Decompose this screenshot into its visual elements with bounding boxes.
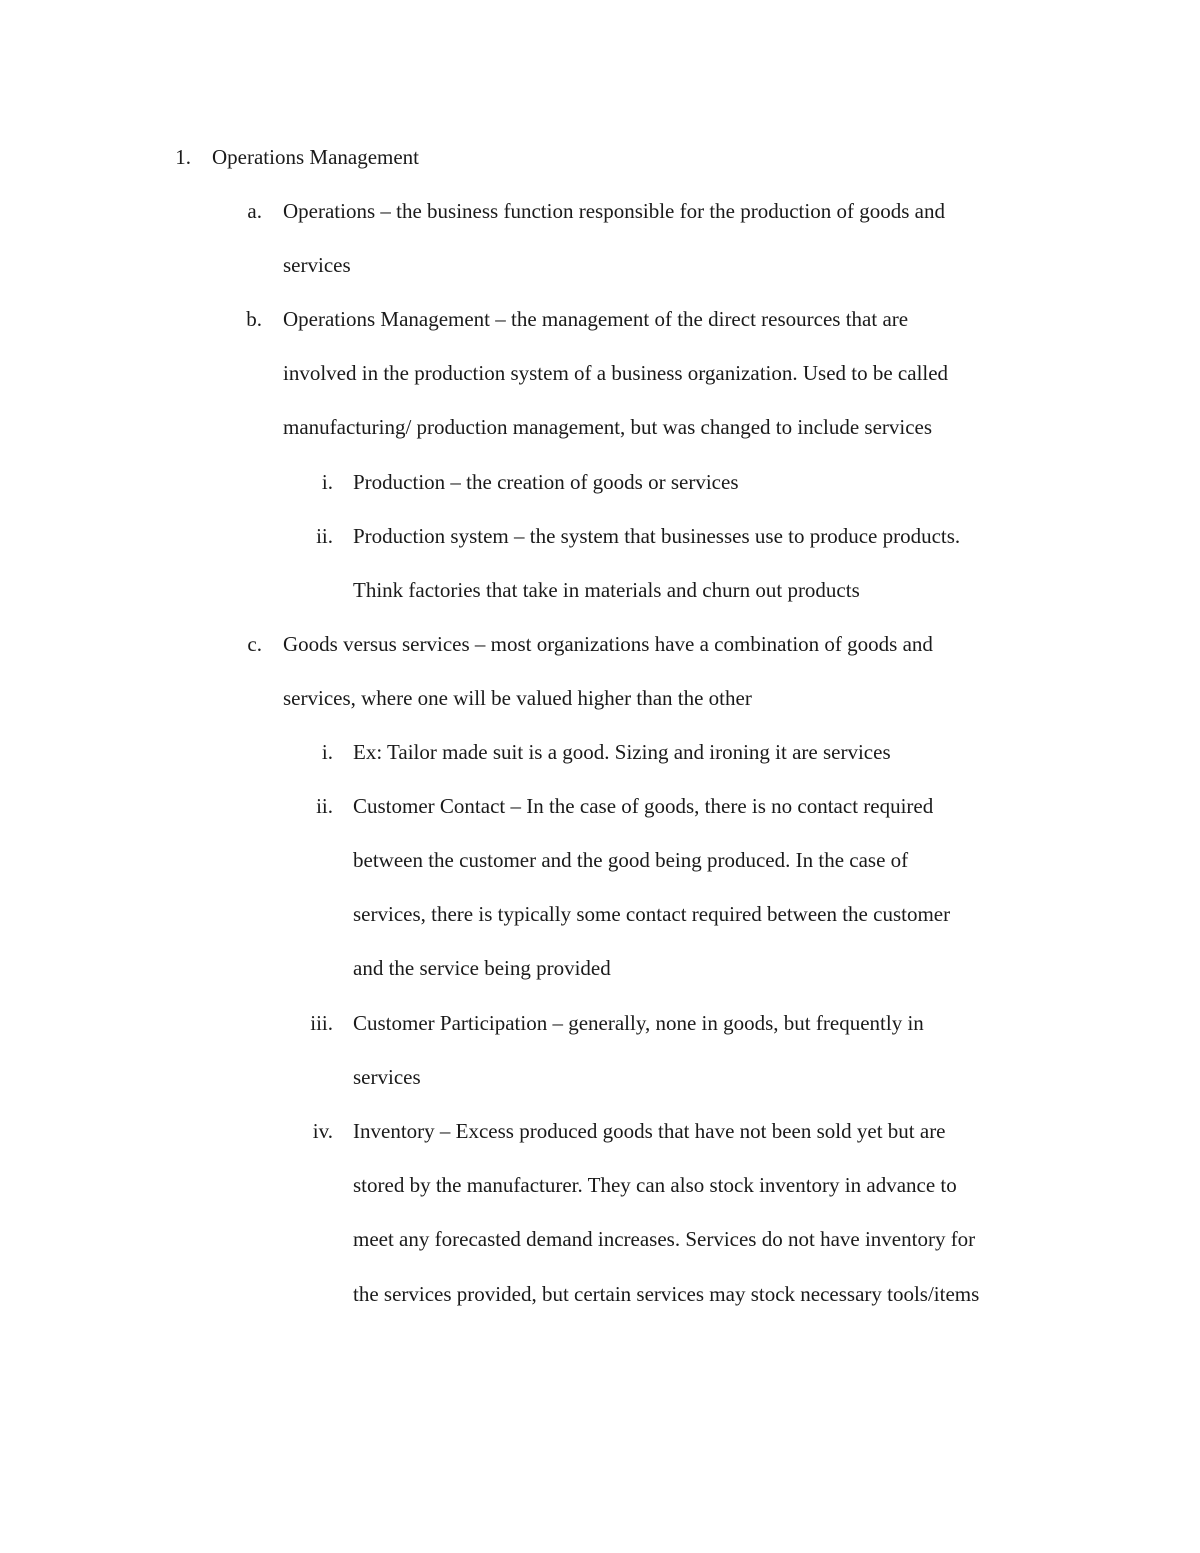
item-c-iii-line-2: services <box>353 1065 421 1089</box>
list-marker-b-ii: ii. <box>316 524 333 548</box>
item-c-ii-line-4: and the service being provided <box>353 956 611 980</box>
list-marker-c: c. <box>247 632 262 656</box>
item-c-ii-line-2: between the customer and the good being produced. In the case of <box>353 848 909 872</box>
item-a-line-2: services <box>283 253 351 277</box>
list-marker-a: a. <box>247 199 262 223</box>
item-c-line-1: Goods versus services – most organizations have a combination of goods and <box>283 632 933 656</box>
section-title: Operations Management <box>212 145 420 169</box>
item-c-ii-line-1: Customer Contact – In the case of goods, there is no contact required <box>353 794 934 818</box>
item-c-ii-line-3: services, there is typically some contact required between the customer <box>353 902 951 926</box>
list-marker-b: b. <box>246 307 262 331</box>
item-c-iii-line-1: Customer Participation – generally, none in goods, but frequently in <box>353 1011 924 1035</box>
list-marker-c-ii: ii. <box>316 794 333 818</box>
item-b-line-1: Operations Management – the management of the direct resources that are <box>283 307 909 331</box>
item-b-ii-line-2: Think factories that take in materials and churn out products <box>353 578 860 602</box>
item-c-iv-line-1: Inventory – Excess produced goods that have not been sold yet but are <box>353 1119 946 1143</box>
item-c-iv-line-4: the services provided, but certain services may stock necessary tools/items <box>353 1282 980 1306</box>
item-b-line-2: involved in the production system of a business organization. Used to be called <box>283 361 949 385</box>
item-c-line-2: services, where one will be valued higher than the other <box>283 686 752 710</box>
item-b-ii-line-1: Production system – the system that businesses use to produce products. <box>353 524 961 548</box>
list-marker-c-iv: iv. <box>312 1119 333 1143</box>
item-b-line-3: manufacturing/ production management, but was changed to include services <box>283 415 933 439</box>
list-marker-b-i: i. <box>321 470 333 494</box>
item-c-iv-line-2: stored by the manufacturer. They can also stock inventory in advance to <box>353 1173 957 1197</box>
item-b-i-line-1: Production – the creation of goods or services <box>353 470 739 494</box>
item-c-iv-line-3: meet any forecasted demand increases. Services do not have inventory for <box>353 1227 976 1251</box>
list-marker-c-i: i. <box>321 740 333 764</box>
item-c-i-line-1: Ex: Tailor made suit is a good. Sizing and ironing it are services <box>353 740 891 764</box>
list-marker-1: 1. <box>175 145 191 169</box>
item-a-line-1: Operations – the business function responsible for the production of goods and <box>283 199 945 223</box>
list-marker-c-iii: iii. <box>310 1011 333 1035</box>
